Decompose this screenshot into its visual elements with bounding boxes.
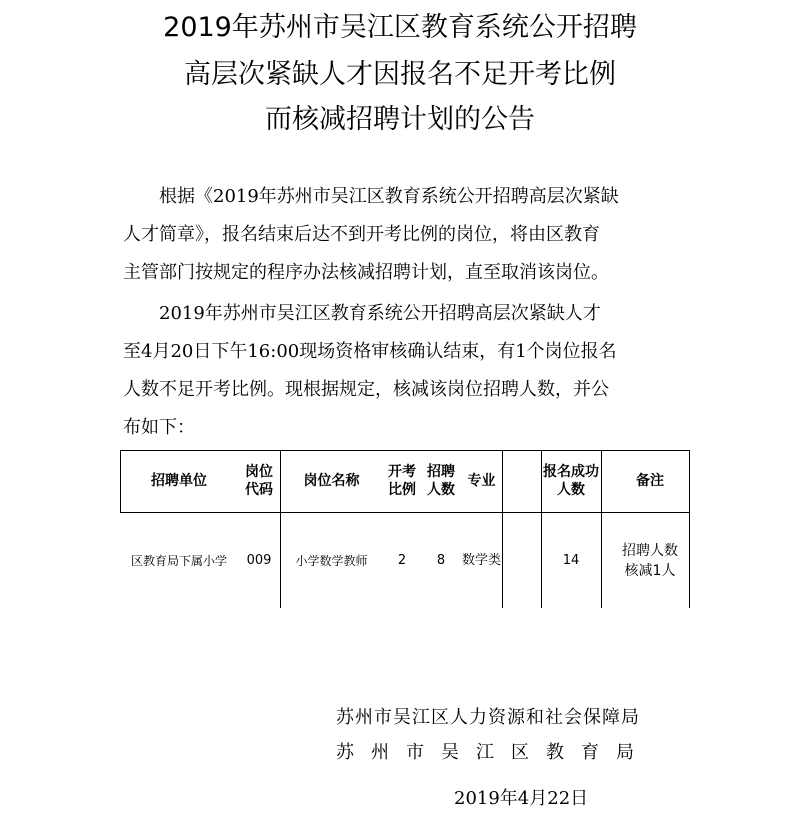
reduction-table <box>120 450 690 608</box>
paragraph-2-line: 布如下： <box>123 417 195 438</box>
table-col-rule <box>689 450 690 608</box>
table-data-cell: 2 <box>397 552 407 568</box>
table-data-cell: 数学类 <box>461 552 501 568</box>
table-data-cell: 14 <box>562 552 580 568</box>
table-header-cell: 开考 比例 <box>388 464 416 498</box>
paragraph-1 <box>123 178 693 292</box>
table-data-cell: 区教育局下属小学 <box>130 553 227 568</box>
paragraph-2-line: 人数不足开考比例。现根据规定，核减该岗位招聘人数，并公 <box>123 379 609 400</box>
title-line-2: 高层次紧缺人才因报名不足开考比例 <box>184 59 616 90</box>
table-header-cell: 招聘单位 <box>151 473 207 489</box>
table-header-cell: 备注 <box>636 473 664 489</box>
paragraph-1-line: 主管部门按规定的程序办法核减招聘计划，直至取消该岗位。 <box>123 262 609 283</box>
signature-org-hr: 苏州市吴江区人力资源和社会保障局 <box>336 707 640 728</box>
table-data-cell: 小学数学教师 <box>295 553 368 568</box>
title-line-1: 2019年苏州市吴江区教育系统公开招聘 <box>163 12 637 43</box>
table-header-cell: 招聘 人数 <box>427 464 455 498</box>
paragraph-2-line: 至4月20日下午16:00现场资格审核确认结束，有1个岗位报名 <box>123 341 617 362</box>
paragraph-1-line: 根据《2019年苏州市吴江区教育系统公开招聘高层次紧缺 <box>123 186 619 207</box>
table-header-cell: 报名成功 人数 <box>543 464 599 498</box>
table-header-cell: 岗位 代码 <box>245 464 273 498</box>
signature-org-education: 苏州市吴江区教育局 <box>336 742 651 763</box>
table-data-cell: 009 <box>246 552 272 568</box>
paragraph-1-line: 人才简章》，报名结束后达不到开考比例的岗位，将由区教育 <box>123 224 600 245</box>
signature-date: 2019年4月22日 <box>454 788 589 809</box>
paragraph-2-line: 2019年苏州市吴江区教育系统公开招聘高层次紧缺人才 <box>123 303 601 324</box>
table-col-rule <box>502 450 503 608</box>
table-header-cell: 专业 <box>467 473 496 489</box>
title-line-3: 而核减招聘计划的公告 <box>265 104 535 135</box>
table-data-cell: 招聘人数 核减1人 <box>622 542 678 579</box>
table-data-cell: 8 <box>436 552 446 568</box>
paragraph-2 <box>123 295 693 447</box>
table-header-cell: 岗位名称 <box>303 473 360 489</box>
